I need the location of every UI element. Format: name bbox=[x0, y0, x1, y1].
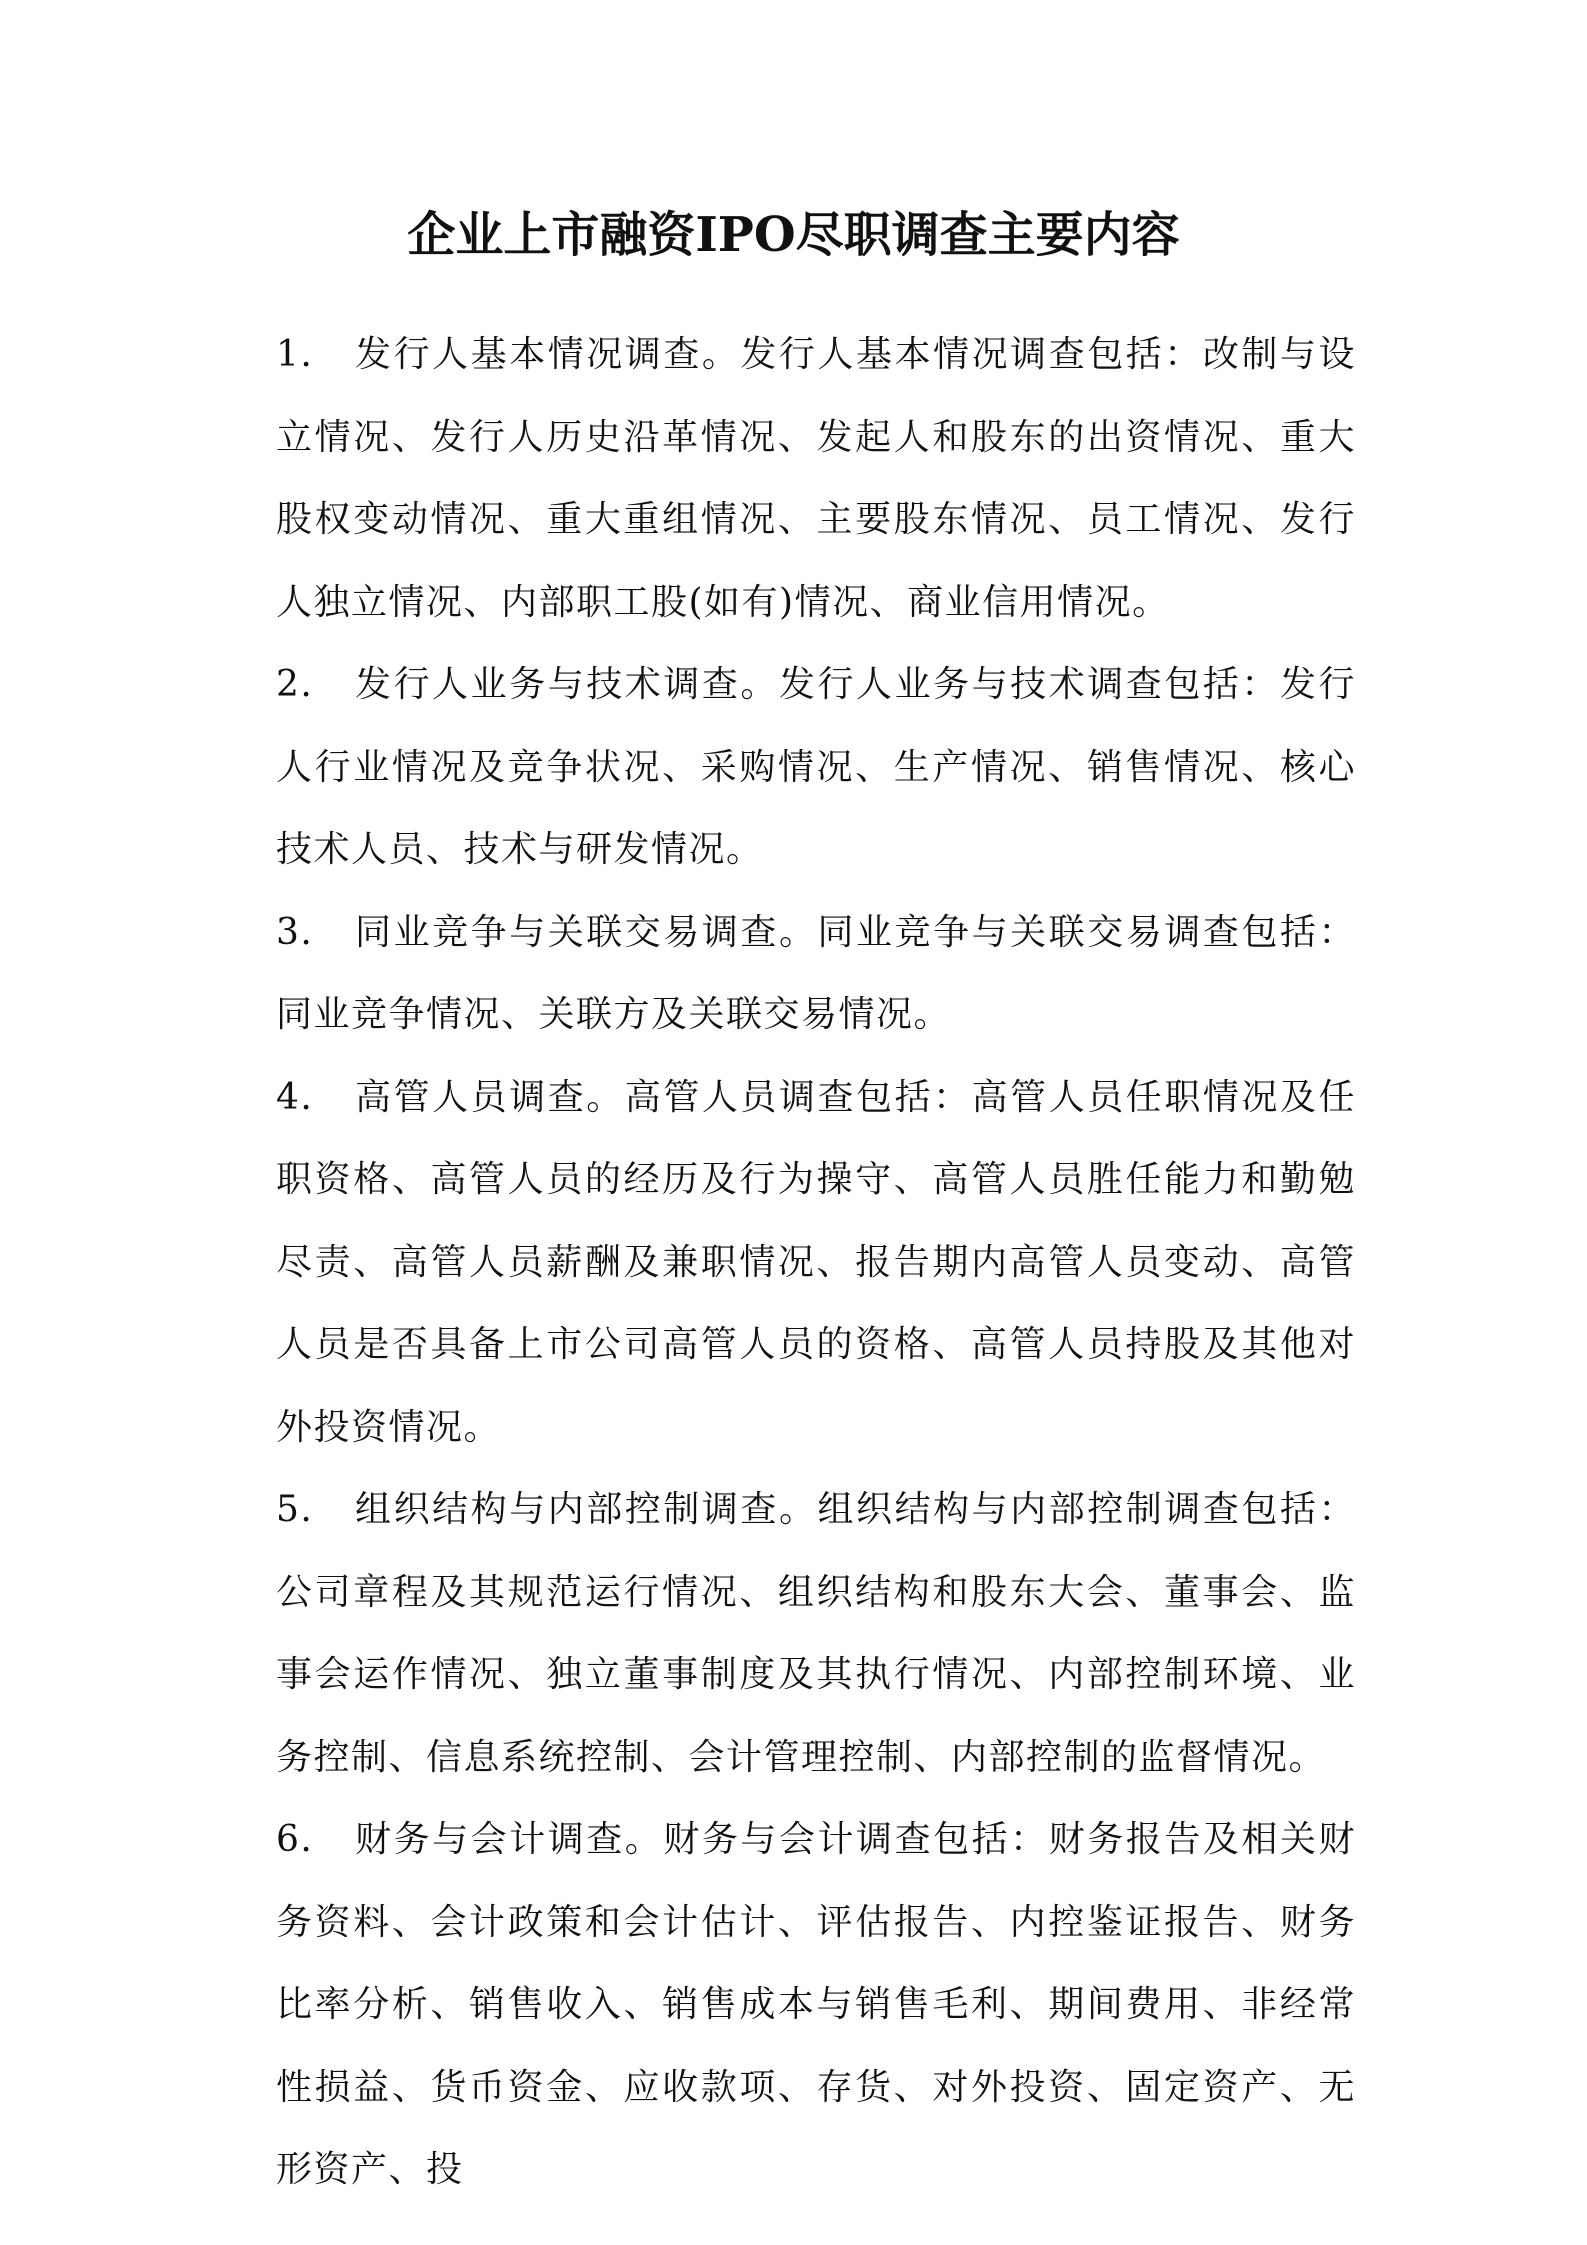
section-1 bbox=[276, 314, 1356, 644]
section-number: 4. bbox=[276, 1076, 314, 1118]
section-text: 组织结构与内部控制调查。组织结构与内部控制调查包括：公司章程及其规范运行情况、组织结构和股东大会、董事会、监事会运作情况、独立董事制度及其执行情况、内部控制环境、业务控制、信息系统控制、会计管理控制、内部控制的监督情况。 bbox=[276, 1489, 1356, 1778]
section-text: 财务与会计调查。财务与会计调查包括：财务报告及相关财务资料、会计政策和会计估计、评估报告、内控鉴证报告、财务比率分析、销售收入、销售成本与销售毛利、期间费用、非经常性损益、货币资金、应收款项、存货、对外投资、固定资产、无形资产、投 bbox=[276, 1819, 1356, 2190]
document-body bbox=[276, 314, 1356, 2212]
section-text: 同业竞争与关联交易调查。同业竞争与关联交易调查包括：同业竞争情况、关联方及关联交易情况。 bbox=[276, 911, 1356, 1035]
section-number: 3. bbox=[276, 911, 314, 953]
section-6 bbox=[276, 1799, 1356, 2212]
section-5 bbox=[276, 1469, 1356, 1799]
section-2 bbox=[276, 644, 1356, 892]
section-text: 高管人员调查。高管人员调查包括：高管人员任职情况及任职资格、高管人员的经历及行为操守、高管人员胜任能力和勤勉尽责、高管人员薪酬及兼职情况、报告期内高管人员变动、高管人员是否具备上市公司高管人员的资格、高管人员持股及其他对外投资情况。 bbox=[276, 1076, 1356, 1448]
section-text: 发行人业务与技术调查。发行人业务与技术调查包括：发行人行业情况及竞争状况、采购情况、生产情况、销售情况、核心技术人员、技术与研发情况。 bbox=[276, 664, 1356, 870]
section-3 bbox=[276, 892, 1356, 1057]
section-number: 5. bbox=[276, 1489, 314, 1530]
section-text: 发行人基本情况调查。发行人基本情况调查包括：改制与设立情况、发行人历史沿革情况、发起人和股东的出资情况、重大股权变动情况、重大重组情况、主要股东情况、员工情况、发行人独立情况、内部职工股(如有)情况、商业信用情况。 bbox=[276, 334, 1356, 623]
section-number: 6. bbox=[276, 1819, 314, 1860]
section-number: 2. bbox=[276, 664, 314, 705]
section-number: 1. bbox=[276, 334, 314, 375]
section-4 bbox=[276, 1057, 1356, 1470]
document-title: 企业上市融资IPO尽职调查主要内容 bbox=[407, 207, 1180, 263]
